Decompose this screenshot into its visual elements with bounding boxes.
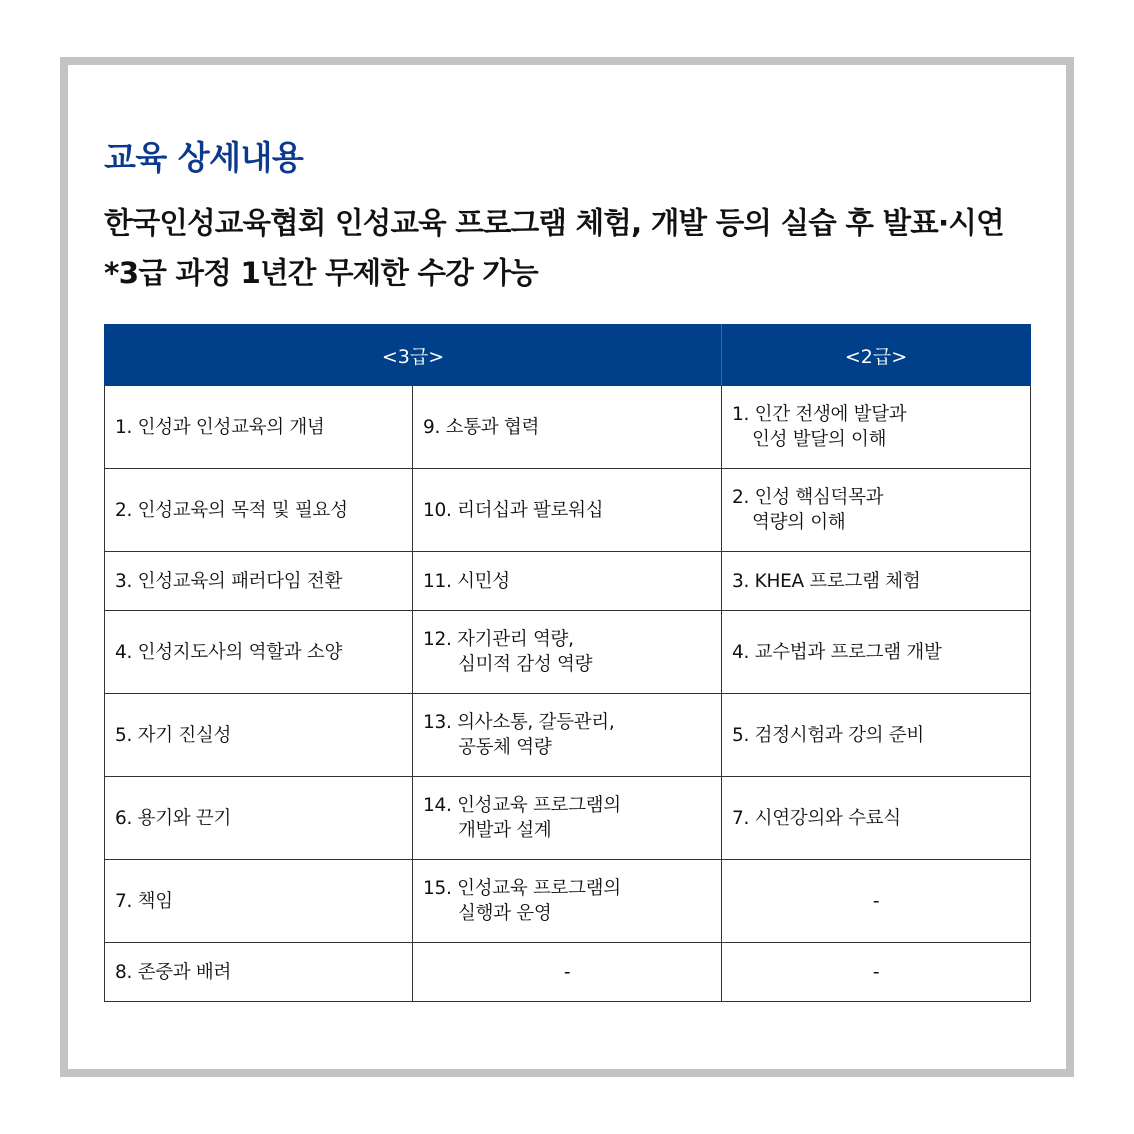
cell-line: 개발과 설계 xyxy=(458,820,552,841)
table-cell: - xyxy=(722,860,1031,943)
table-cell xyxy=(413,860,722,943)
table-row xyxy=(105,552,1031,611)
table-cell: 4. 인성지도사의 역할과 소양 xyxy=(105,611,413,694)
table-cell: 3. KHEA 프로그램 체험 xyxy=(722,552,1031,611)
table-cell: 3. 인성교육의 패러다임 전환 xyxy=(105,552,413,611)
table-cell: 2. 인성교육의 목적 및 필요성 xyxy=(105,469,413,552)
subtitle-line-1: 한국인성교육협회 인성교육 프로그램 체험, 개발 등의 실습 후 발표·시연 xyxy=(104,206,1004,240)
cell-line: 1. 인간 전생에 발달과 xyxy=(732,404,907,425)
cell-line: 15. 인성교육 프로그램의 xyxy=(423,878,621,899)
page-title: 교육 상세내용 xyxy=(104,138,304,177)
header-grade-3: <3급> xyxy=(105,325,722,386)
table-cell: 8. 존중과 배려 xyxy=(105,943,413,1002)
cell-line: 2. 인성 핵심덕목과 xyxy=(732,487,884,508)
table-cell: 9. 소통과 협력 xyxy=(413,386,722,469)
table-cell: 6. 용기와 끈기 xyxy=(105,777,413,860)
curriculum-table xyxy=(104,324,1031,1002)
table-cell: 4. 교수법과 프로그램 개발 xyxy=(722,611,1031,694)
table-cell: - xyxy=(413,943,722,1002)
subtitle-line-2: *3급 과정 1년간 무제한 수강 가능 xyxy=(104,256,538,290)
table-cell xyxy=(413,777,722,860)
table-cell: - xyxy=(722,943,1031,1002)
header-grade-2: <2급> xyxy=(722,325,1031,386)
cell-line: 14. 인성교육 프로그램의 xyxy=(423,795,621,816)
table-cell: 7. 책임 xyxy=(105,860,413,943)
table-row xyxy=(105,777,1031,860)
table-cell xyxy=(413,611,722,694)
cell-line: 공동체 역량 xyxy=(458,737,552,758)
table-cell: 7. 시연강의와 수료식 xyxy=(722,777,1031,860)
cell-line: 13. 의사소통, 갈등관리, xyxy=(423,712,615,733)
cell-line: 실행과 운영 xyxy=(458,903,552,924)
cell-line: 12. 자기관리 역량, xyxy=(423,629,574,650)
table-row xyxy=(105,611,1031,694)
table-cell: 11. 시민성 xyxy=(413,552,722,611)
table-row xyxy=(105,386,1031,469)
table-cell: 5. 자기 진실성 xyxy=(105,694,413,777)
table-cell xyxy=(722,469,1031,552)
table-cell xyxy=(413,694,722,777)
table-cell: 1. 인성과 인성교육의 개념 xyxy=(105,386,413,469)
cell-line: 역량의 이해 xyxy=(752,512,846,533)
cell-line: 인성 발달의 이해 xyxy=(752,429,887,450)
table-cell: 10. 리더십과 팔로워십 xyxy=(413,469,722,552)
subtitle xyxy=(104,198,1004,298)
table-row xyxy=(105,694,1031,777)
table-row xyxy=(105,469,1031,552)
table-cell: 5. 검정시험과 강의 준비 xyxy=(722,694,1031,777)
table-row xyxy=(105,943,1031,1002)
cell-line: 심미적 감성 역량 xyxy=(458,654,593,675)
table-row xyxy=(105,860,1031,943)
table-cell xyxy=(722,386,1031,469)
